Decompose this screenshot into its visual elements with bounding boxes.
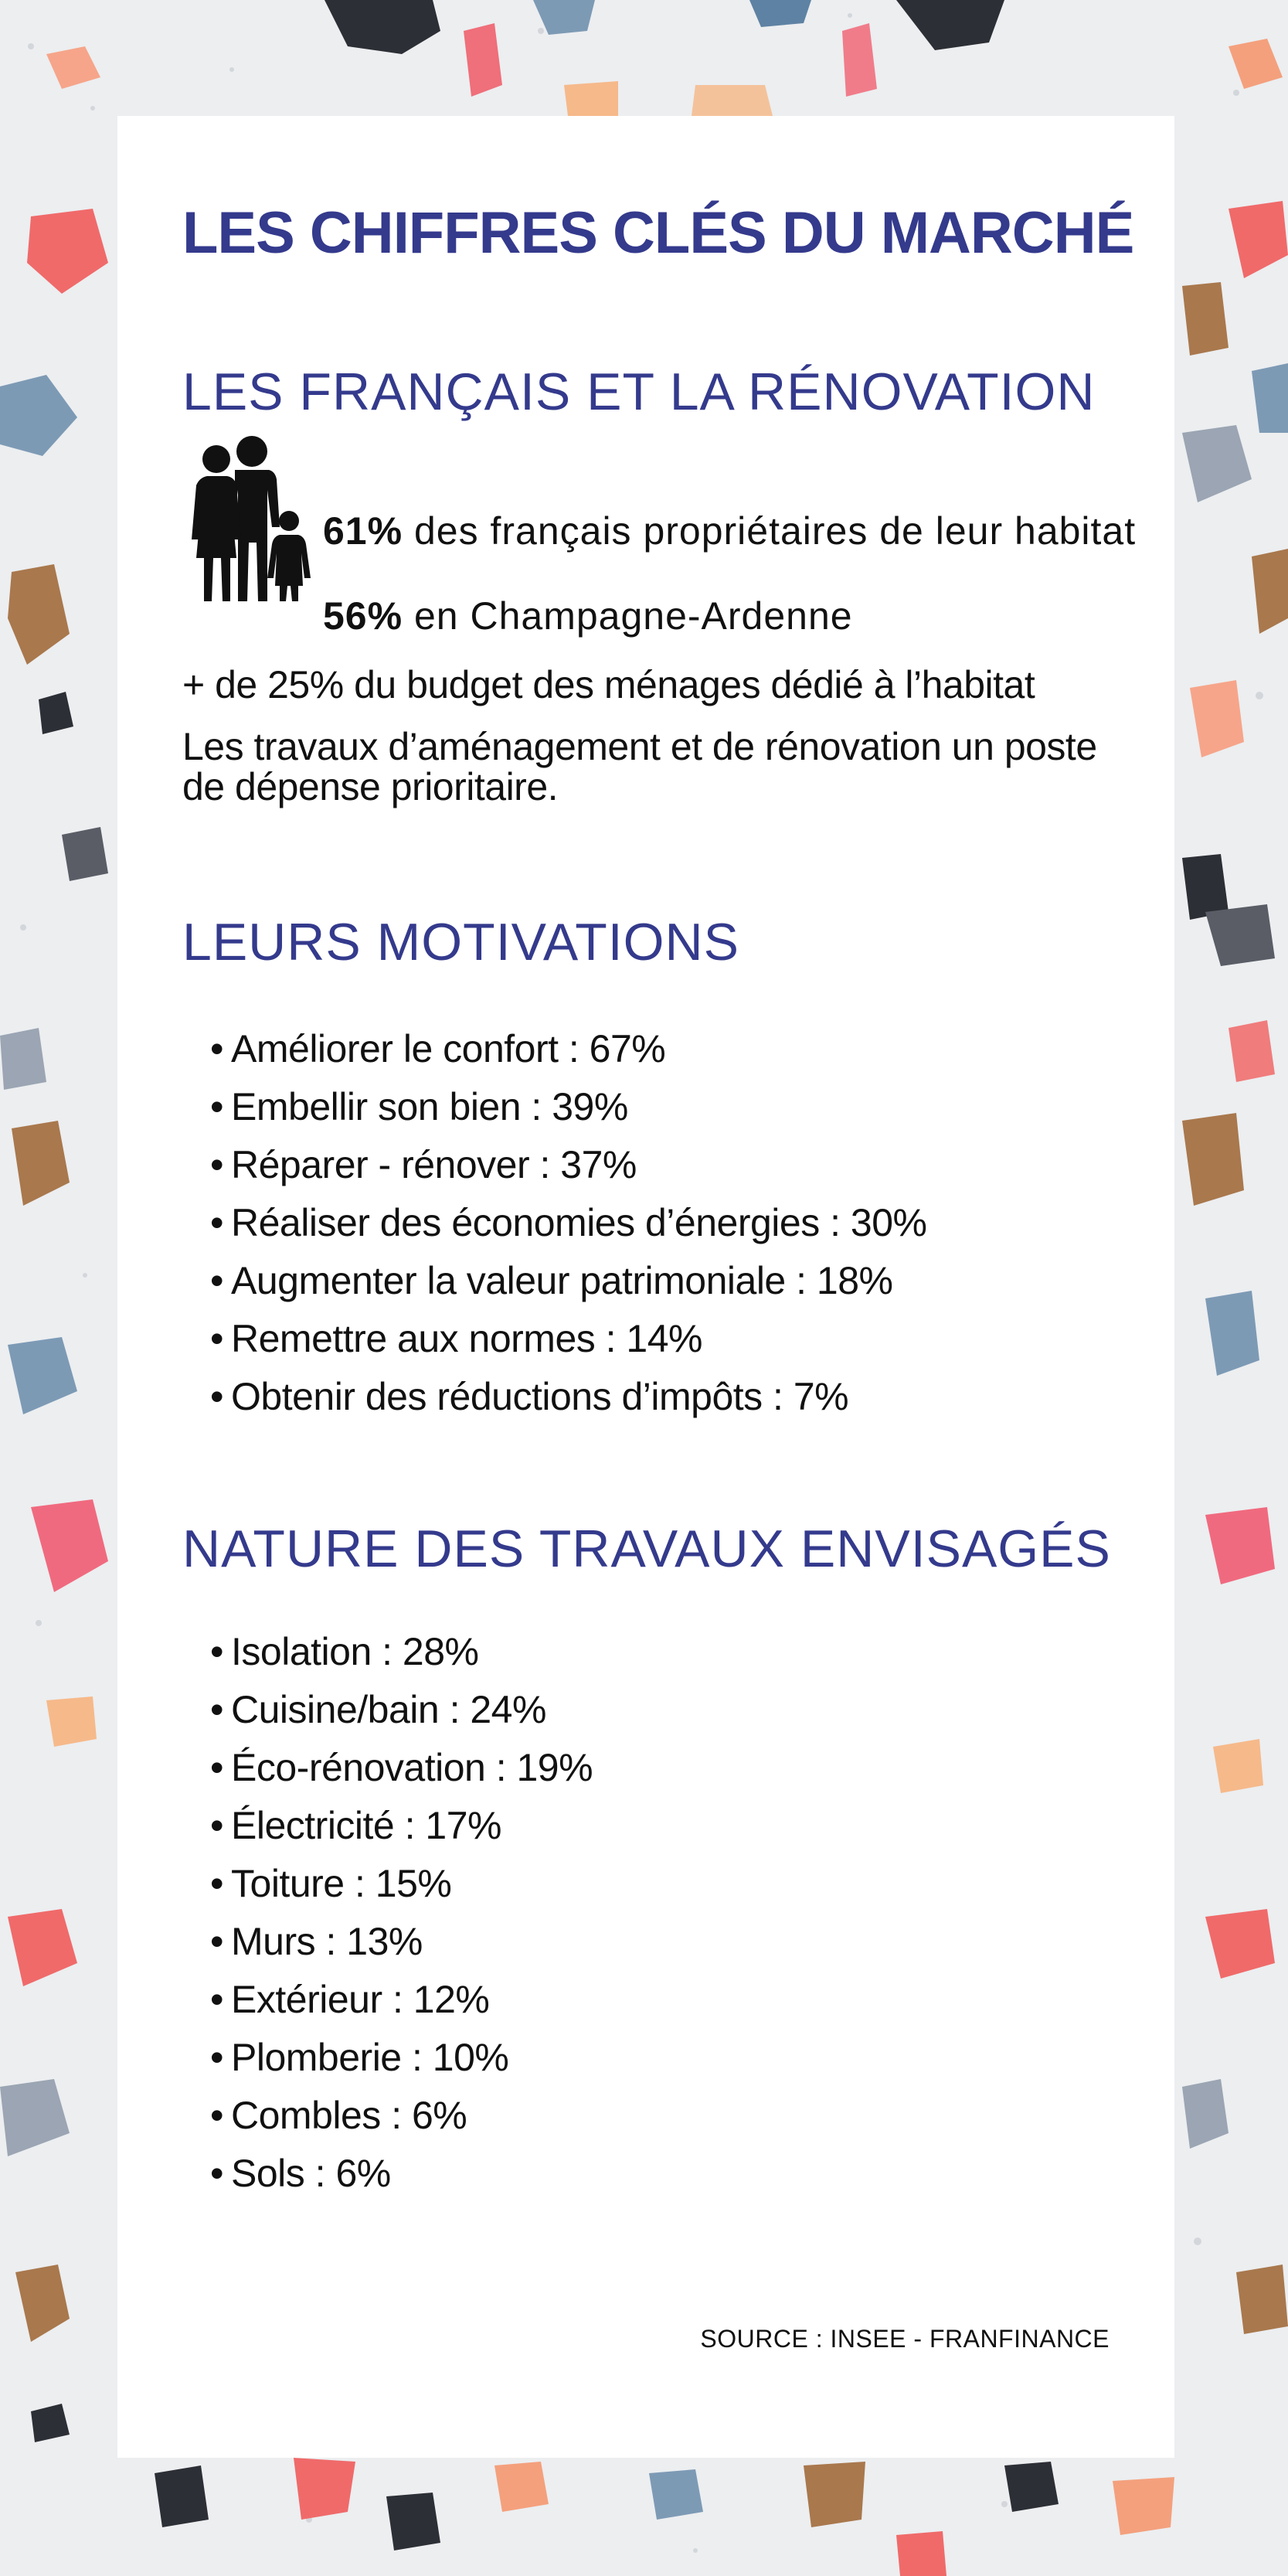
list-item: • Augmenter la valeur patrimoniale : 18% <box>210 1252 926 1310</box>
page-title: LES CHIFFRES CLÉS DU MARCHÉ <box>182 200 1134 266</box>
list-item: • Obtenir des réductions d’impôts : 7% <box>210 1368 926 1426</box>
list-item: • Plomberie : 10% <box>210 2029 593 2087</box>
source-note: SOURCE : INSEE - FRANFINANCE <box>700 2325 1110 2353</box>
stat-region-value: 56% <box>323 594 403 638</box>
stat-region-text: en Champagne-Ardenne <box>403 594 853 638</box>
works-text: Les travaux d’aménagement et de rénovation un poste de dépense prioritaire. <box>182 725 1097 808</box>
list-item: • Électricité : 17% <box>210 1797 593 1855</box>
renovation-heading: LES FRANÇAIS ET LA RÉNOVATION <box>182 362 1096 421</box>
travaux-list <box>210 1623 593 2203</box>
motivations-list <box>210 1020 926 1426</box>
list-item: • Extérieur : 12% <box>210 1971 593 2029</box>
list-item: • Isolation : 28% <box>210 1623 593 1681</box>
stat-owners-value: 61% <box>323 509 403 553</box>
list-item: • Éco-rénovation : 19% <box>210 1739 593 1797</box>
list-item: • Embellir son bien : 39% <box>210 1078 926 1136</box>
motivations-heading: LEURS MOTIVATIONS <box>182 913 740 972</box>
list-item: • Améliorer le confort : 67% <box>210 1020 926 1078</box>
list-item: • Réparer - rénover : 37% <box>210 1136 926 1194</box>
list-item: • Réaliser des économies d’énergies : 30% <box>210 1194 926 1252</box>
list-item: • Sols : 6% <box>210 2145 593 2203</box>
travaux-heading: NATURE DES TRAVAUX ENVISAGÉS <box>182 1519 1111 1578</box>
stat-owners-text: des français propriétaires de leur habitat <box>403 509 1137 553</box>
stat-owners <box>323 509 1142 553</box>
content-card <box>117 116 1174 2458</box>
list-item: • Remettre aux normes : 14% <box>210 1310 926 1368</box>
list-item: • Cuisine/bain : 24% <box>210 1681 593 1739</box>
stat-region <box>323 594 1142 638</box>
list-item: • Combles : 6% <box>210 2087 593 2145</box>
list-item: • Toiture : 15% <box>210 1855 593 1913</box>
budget-text: + de 25% du budget des ménages dédié à l’habitat <box>182 663 1035 706</box>
list-item: • Murs : 13% <box>210 1913 593 1971</box>
family-icon <box>187 434 311 604</box>
